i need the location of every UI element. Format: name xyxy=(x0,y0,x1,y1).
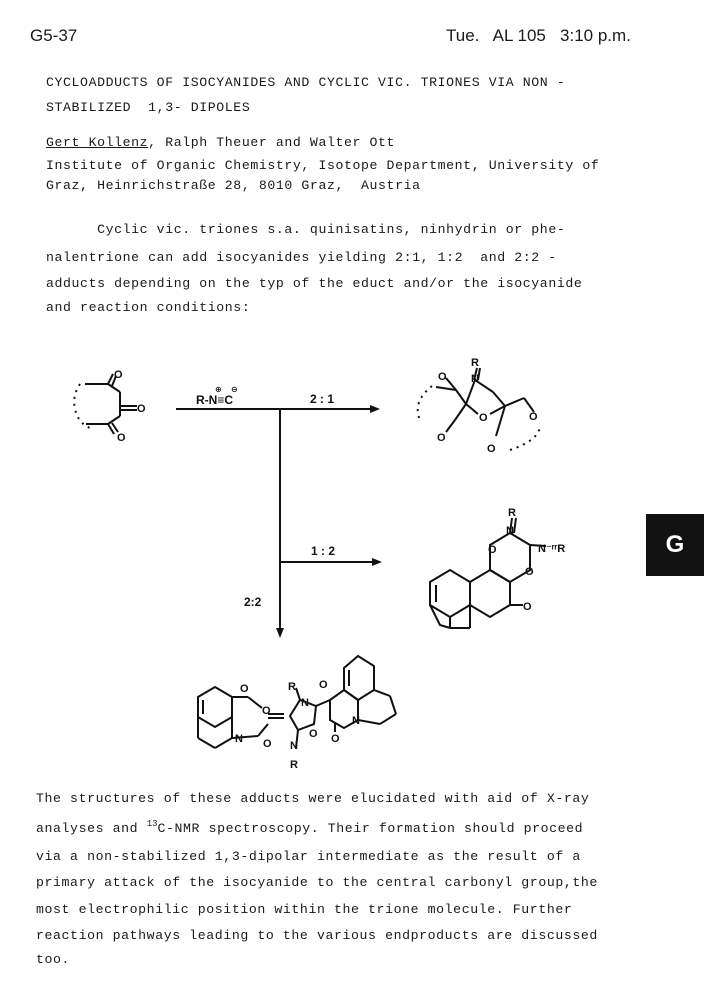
adduct22-r-bottom: R xyxy=(290,759,298,771)
adduct22-o-1: O xyxy=(240,683,249,695)
session-info xyxy=(446,26,631,46)
atom-o-3: O xyxy=(117,432,126,444)
affiliation-line-1: Institute of Organic Chemistry, Isotope Department, University of xyxy=(46,158,600,173)
conclusion-line-3: via a non-stabilized 1,3-dipolar intermediate as the result of a xyxy=(36,849,581,864)
adduct22-o-ring: O xyxy=(309,728,318,740)
adduct-2-2 xyxy=(198,656,396,748)
adduct22-n-top: N xyxy=(301,697,309,709)
section-tab: G xyxy=(646,514,704,576)
conclusion-line-2-pre: analyses and xyxy=(36,821,147,836)
conclusion-line-2-post: C-NMR spectroscopy. Their formation should proceed xyxy=(157,821,584,836)
session-room: AL 105 xyxy=(492,26,546,45)
fused-r-top: R xyxy=(508,507,516,519)
conclusion-line-6: reaction pathways leading to the various endproducts are discussed xyxy=(36,928,598,943)
spiro-r: R xyxy=(471,357,479,369)
fused-o-2: O xyxy=(525,566,534,578)
session-day: Tue. xyxy=(446,26,480,45)
spiro-o-2: O xyxy=(437,432,446,444)
authors xyxy=(46,136,395,149)
session-time: 3:10 p.m. xyxy=(560,26,631,45)
spiro-o-3: O xyxy=(529,411,538,423)
conclusion-line-5: most electrophilic position within the trione molecule. Further xyxy=(36,902,573,917)
conclusion-line-4: primary attack of the isocyanide to the central carbonyl group,the xyxy=(36,875,598,890)
presenting-author: Gert Kollenz xyxy=(46,135,149,150)
adduct22-n-1: N xyxy=(235,733,243,745)
fused-o-1: O xyxy=(488,544,497,556)
isotope-superscript: 13 xyxy=(146,819,158,829)
adduct22-o-3: O xyxy=(263,738,272,750)
ratio-2-2: 2:2 xyxy=(244,595,262,609)
reaction-scheme xyxy=(0,330,704,780)
title-line-1: CYCLOADDUCTS OF ISOCYANIDES AND CYCLIC VIC. TRIONES VIA NON - xyxy=(46,75,566,90)
spiro-n: N xyxy=(471,373,479,385)
atom-o-1: O xyxy=(114,369,123,381)
trione-structure xyxy=(74,374,137,434)
spiro-o-4: O xyxy=(487,443,496,455)
conclusion-line-7: too. xyxy=(36,952,71,967)
reagent-charge-plus: ⊕ xyxy=(215,385,222,394)
ratio-1-2: 1 : 2 xyxy=(311,544,336,558)
adduct22-o-4: O xyxy=(319,679,328,691)
co-authors: , Ralph Theuer and Walter Ott xyxy=(148,135,396,150)
reagent-charge-minus: ⊖ xyxy=(231,385,238,394)
adduct22-r-top: R xyxy=(288,681,296,693)
adduct22-o-5: O xyxy=(331,733,340,745)
spiro-o-1: O xyxy=(438,371,447,383)
adduct22-n-bottom: N xyxy=(290,740,298,752)
intro-line-2: nalentrione can add isocyanides yielding 2:1, 1:2 and 2:2 - xyxy=(46,250,557,265)
reagent-label: R-N≡C xyxy=(196,393,233,407)
adduct22-o-2: O xyxy=(262,705,271,717)
intro-line-4: and reaction conditions: xyxy=(46,300,251,315)
affiliation-line-2: Graz, Heinrichstraße 28, 8010 Graz, Austria xyxy=(46,178,421,193)
fused-n-side: N⁻ʳʳR xyxy=(538,543,566,555)
conclusion-line-1: The structures of these adducts were elucidated with aid of X-ray xyxy=(36,791,590,806)
spiro-o-ring: O xyxy=(479,412,488,424)
title-line-2: STABILIZED 1,3- DIPOLES xyxy=(46,100,251,115)
intro-line-3: adducts depending on the typ of the educt and/or the isocyanide xyxy=(46,276,583,291)
fused-o-3: O xyxy=(523,601,532,613)
fused-n-top: N xyxy=(506,525,514,537)
atom-o-2: O xyxy=(137,403,146,415)
adduct22-n-2: N xyxy=(352,715,360,727)
session-code: G5-37 xyxy=(30,26,78,45)
ratio-2-1: 2 : 1 xyxy=(310,392,335,406)
conclusion-line-2 xyxy=(36,820,583,835)
intro-line-1: Cyclic vic. triones s.a. quinisatins, ninhydrin or phe- xyxy=(46,222,566,237)
